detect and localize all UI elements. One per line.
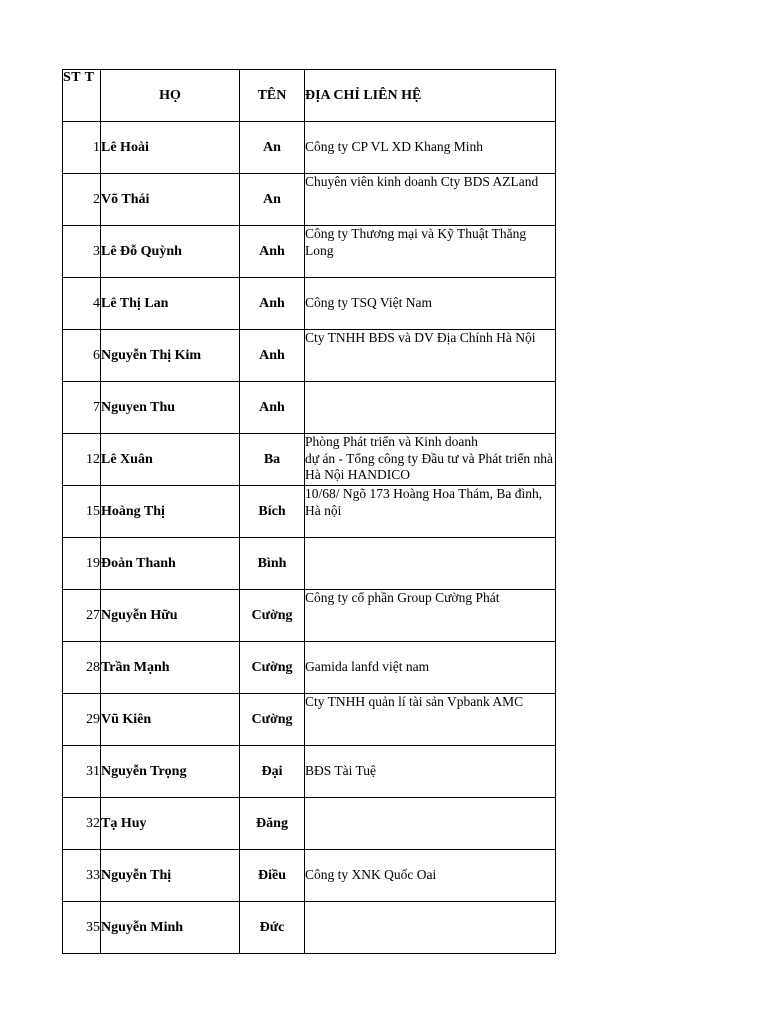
row-dia-chi xyxy=(305,590,556,642)
row-stt: 6 xyxy=(63,330,101,382)
row-dia-chi xyxy=(305,382,556,434)
row-ho: Lê Thị Lan xyxy=(101,278,240,330)
row-dia-chi xyxy=(305,174,556,226)
header-dia-chi: ĐỊA CHỈ LIÊN HỆ xyxy=(305,70,556,122)
row-ten: Đăng xyxy=(240,798,305,850)
row-ten: Anh xyxy=(240,382,305,434)
row-stt: 4 xyxy=(63,278,101,330)
row-stt: 28 xyxy=(63,642,101,694)
row-stt: 19 xyxy=(63,538,101,590)
table-row xyxy=(63,538,556,590)
row-dia-chi-text: Gamida lanfd việt nam xyxy=(305,659,430,675)
row-ho: Nguyễn Thị xyxy=(101,850,240,902)
row-ten: Cường xyxy=(240,694,305,746)
row-dia-chi xyxy=(305,538,556,590)
row-ten: Cường xyxy=(240,590,305,642)
contact-table xyxy=(62,69,556,954)
row-stt: 1 xyxy=(63,122,101,174)
row-stt: 29 xyxy=(63,694,101,746)
header-ho: HỌ xyxy=(101,70,240,122)
table-row xyxy=(63,382,556,434)
row-dia-chi-text: Cty TNHH BĐS và DV Địa Chính Hà Nội xyxy=(305,330,536,345)
row-dia-chi xyxy=(305,434,556,486)
table-row xyxy=(63,278,556,330)
table-row xyxy=(63,330,556,382)
row-ho: Đoàn Thanh xyxy=(101,538,240,590)
row-ho: Nguyễn Thị Kim xyxy=(101,330,240,382)
row-ho: Trần Mạnh xyxy=(101,642,240,694)
row-dia-chi xyxy=(305,902,556,954)
row-ho: Nguyen Thu xyxy=(101,382,240,434)
row-ten: An xyxy=(240,122,305,174)
table-row xyxy=(63,798,556,850)
header-row xyxy=(63,70,556,122)
row-dia-chi xyxy=(305,798,556,850)
row-dia-chi xyxy=(305,278,556,330)
row-ten: An xyxy=(240,174,305,226)
row-ten: Cường xyxy=(240,642,305,694)
row-dia-chi xyxy=(305,694,556,746)
row-ten: Anh xyxy=(240,330,305,382)
row-stt: 3 xyxy=(63,226,101,278)
row-ho: Vũ Kiên xyxy=(101,694,240,746)
row-dia-chi-text: BĐS Tài Tuệ xyxy=(305,763,377,779)
row-ho: Tạ Huy xyxy=(101,798,240,850)
table-row xyxy=(63,746,556,798)
row-ten: Ba xyxy=(240,434,305,486)
row-stt: 2 xyxy=(63,174,101,226)
row-dia-chi xyxy=(305,330,556,382)
row-ten: Bích xyxy=(240,486,305,538)
row-stt: 15 xyxy=(63,486,101,538)
row-ten: Điều xyxy=(240,850,305,902)
row-dia-chi xyxy=(305,486,556,538)
header-stt: ST T xyxy=(63,70,101,122)
row-dia-chi-text: Công ty Thương mại và Kỹ Thuật Thăng Long xyxy=(305,226,527,258)
row-ho: Nguyễn Hữu xyxy=(101,590,240,642)
row-dia-chi xyxy=(305,642,556,694)
table-row xyxy=(63,902,556,954)
row-ten: Đại xyxy=(240,746,305,798)
row-ho: Võ Thái xyxy=(101,174,240,226)
table-row xyxy=(63,486,556,538)
row-stt: 32 xyxy=(63,798,101,850)
table-row xyxy=(63,694,556,746)
row-dia-chi-text: Công ty cổ phần Group Cường Phát xyxy=(305,590,500,605)
row-dia-chi-text: Phòng Phát triển và Kinh doanh dự án - Tổng công ty Đầu tư và Phát triển nhà Hà Nội HANDICO xyxy=(305,434,553,482)
row-stt: 7 xyxy=(63,382,101,434)
row-dia-chi xyxy=(305,746,556,798)
row-dia-chi-text: Công ty TSQ Việt Nam xyxy=(305,295,432,311)
row-ho: Nguyễn Minh xyxy=(101,902,240,954)
header-ten: TÊN xyxy=(240,70,305,122)
row-stt: 33 xyxy=(63,850,101,902)
row-dia-chi xyxy=(305,122,556,174)
table-row xyxy=(63,850,556,902)
row-ho: Nguyễn Trọng xyxy=(101,746,240,798)
row-dia-chi xyxy=(305,226,556,278)
row-ten: Anh xyxy=(240,278,305,330)
row-ho: Lê Đỗ Quỳnh xyxy=(101,226,240,278)
row-dia-chi-text: Cty TNHH quản lí tài sản Vpbank AMC xyxy=(305,694,524,709)
row-stt: 27 xyxy=(63,590,101,642)
row-stt: 35 xyxy=(63,902,101,954)
row-stt: 31 xyxy=(63,746,101,798)
row-ho: Lê Xuân xyxy=(101,434,240,486)
table-row xyxy=(63,174,556,226)
table-row xyxy=(63,122,556,174)
row-dia-chi-text: 10/68/ Ngõ 173 Hoàng Hoa Thám, Ba đình, Hà nội xyxy=(305,486,543,518)
row-ten: Anh xyxy=(240,226,305,278)
row-ten: Bình xyxy=(240,538,305,590)
table-row xyxy=(63,642,556,694)
row-dia-chi-text: Công ty XNK Quốc Oai xyxy=(305,867,437,883)
row-stt: 12 xyxy=(63,434,101,486)
row-ten: Đức xyxy=(240,902,305,954)
table-row xyxy=(63,434,556,486)
row-dia-chi-text: Chuyên viên kinh doanh Cty BDS AZLand xyxy=(305,174,539,189)
row-ho: Hoàng Thị xyxy=(101,486,240,538)
table-row xyxy=(63,590,556,642)
table-body xyxy=(63,122,556,954)
table-row xyxy=(63,226,556,278)
row-dia-chi-text: Công ty CP VL XD Khang Minh xyxy=(305,139,484,155)
row-dia-chi xyxy=(305,850,556,902)
row-ho: Lê Hoài xyxy=(101,122,240,174)
